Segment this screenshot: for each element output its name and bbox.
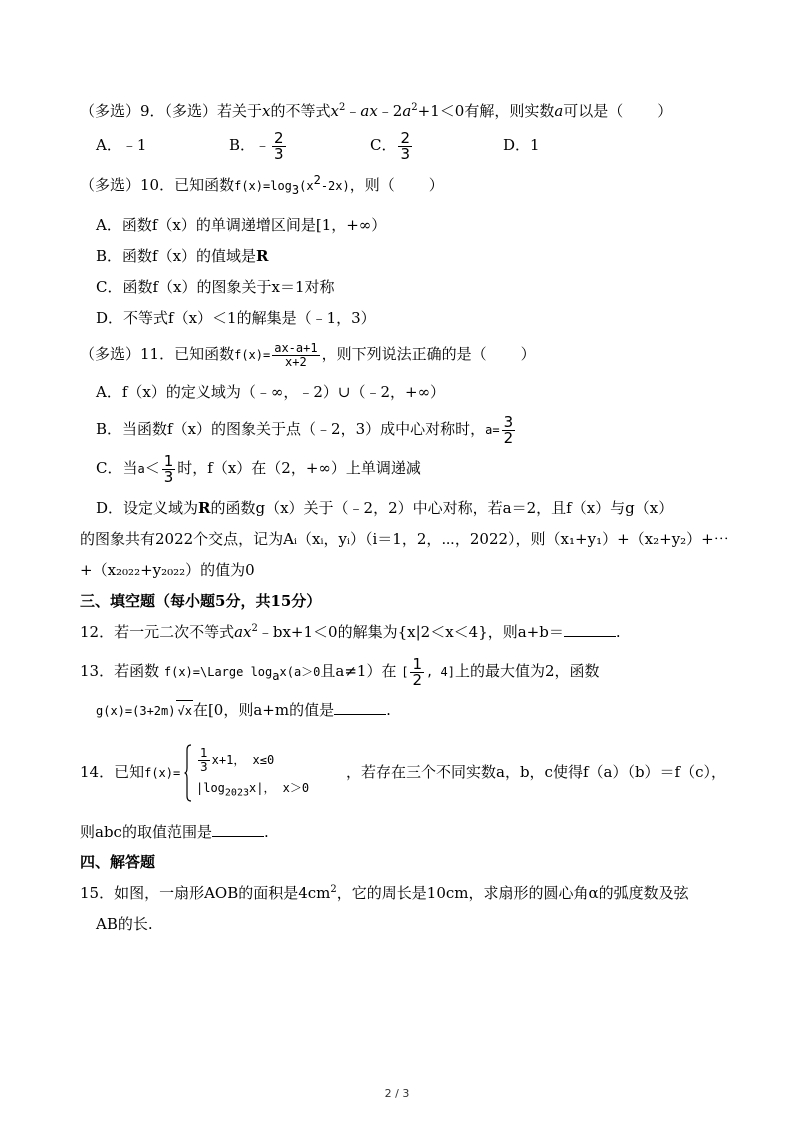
q10-stem: （多选）10．已知函数$f(x)=\log_3(x^2-2x)$，则（ ） xyxy=(80,173,444,197)
q14-case-2: $|\log_{2023}x|$， x＞0 xyxy=(196,781,310,799)
q10-option-c: C．函数f（x）的图象关于x＝1对称 xyxy=(96,278,335,296)
q10-option-b: B．函数f（x）的值域是R xyxy=(96,247,269,265)
q9-option-a: A．﹣1 xyxy=(96,136,147,154)
q10-option-d: D．不等式f（x）＜1的解集是（﹣1，3） xyxy=(96,309,376,327)
q11-option-d-line3: +（x₂₀₂₂+y₂₀₂₂）的值为0 xyxy=(80,561,255,579)
page-number: 2 / 3 xyxy=(384,1087,410,1100)
q10-option-a: A．函数f（x）的单调递增区间是[1，+∞） xyxy=(96,216,387,234)
q9-stem: （多选）9．（多选）若关于x的不等式$x^2﹣ax﹣2a^2+1<0$有解，则实数a可以是（ ） xyxy=(80,102,673,120)
q14-answer-blank[interactable] xyxy=(212,822,264,837)
left-brace-icon xyxy=(184,744,192,802)
q9-option-b: B．﹣ $\frac{2}{3}$ xyxy=(229,128,284,163)
q14-stem-label: 14．已知f(x)= xyxy=(80,763,181,781)
q12-stem: 12．若一元二次不等式$ax^2﹣bx+1<0$的解集为{x|2＜x＜4}，则a+b＝ . xyxy=(80,623,621,641)
q9-option-d: D．1 xyxy=(503,136,540,154)
q14-piecewise xyxy=(184,744,344,804)
q13-line2: g(x)=(3+2m) √x在[0，则a+m的值是 . xyxy=(96,701,391,719)
q11-option-d-line2: 的图象共有2022个交点，记为Aᵢ（xᵢ，yᵢ）（i＝1，2，⋯，2022），则（x₁+y₁）+（x₂+y₂）+⋯ xyxy=(80,530,729,548)
q14-stem-rest: ，若存在三个不同实数a，b，c使得f（a）（b）＝f（c）， xyxy=(346,763,726,781)
section-heading-fill-in: 三、填空题（每小题5分，共15分） xyxy=(80,592,322,610)
q14-case-1: $\frac{1}{3}$ x+1， x≤0 xyxy=(200,745,275,774)
q15-line1: 15．如图，一扇形AOB的面积是$4cm^2$，它的周长是10cm，求扇形的圆心角α的弧度数及弦 xyxy=(80,884,689,902)
q11-option-d-line1: D．设定义域为R的函数g（x）关于（﹣2，2）中心对称，若a＝2，且f（x）与g（x） xyxy=(96,499,674,517)
q11-option-a: A．f（x）的定义域为（﹣∞，﹣2）∪（﹣2，+∞） xyxy=(96,383,446,401)
q11-option-b: B．当函数f（x）的图象关于点（﹣2，3）成中心对称时，a= $\frac{3}{2}$ xyxy=(96,412,514,447)
q12-answer-blank[interactable] xyxy=(564,622,616,637)
q13-stem: 13．若函数 f(x)=\Large $\log_ax(a>0$且a≠1）在 [ $\frac{1}{2}$ , 4]上的最大值为2，函数 xyxy=(80,654,600,689)
q14-line2: 则abc的取值范围是 . xyxy=(80,823,269,841)
section-heading-solutions: 四、解答题 xyxy=(80,853,156,871)
q13-answer-blank[interactable] xyxy=(334,700,386,715)
q15-line2: AB的长. xyxy=(96,915,153,933)
q11-option-c: C．当a＜ $\frac{1}{3}$ 时，f（x）在（2，+∞）上单调递减 xyxy=(96,451,421,486)
q9-option-c: C． $\frac{2}{3}$ xyxy=(370,128,411,163)
q11-stem: （多选）11．已知函数f(x)= $\frac{ax-a+1}{x+2}$ ，则下列说法正确的是（ ） xyxy=(80,340,536,369)
